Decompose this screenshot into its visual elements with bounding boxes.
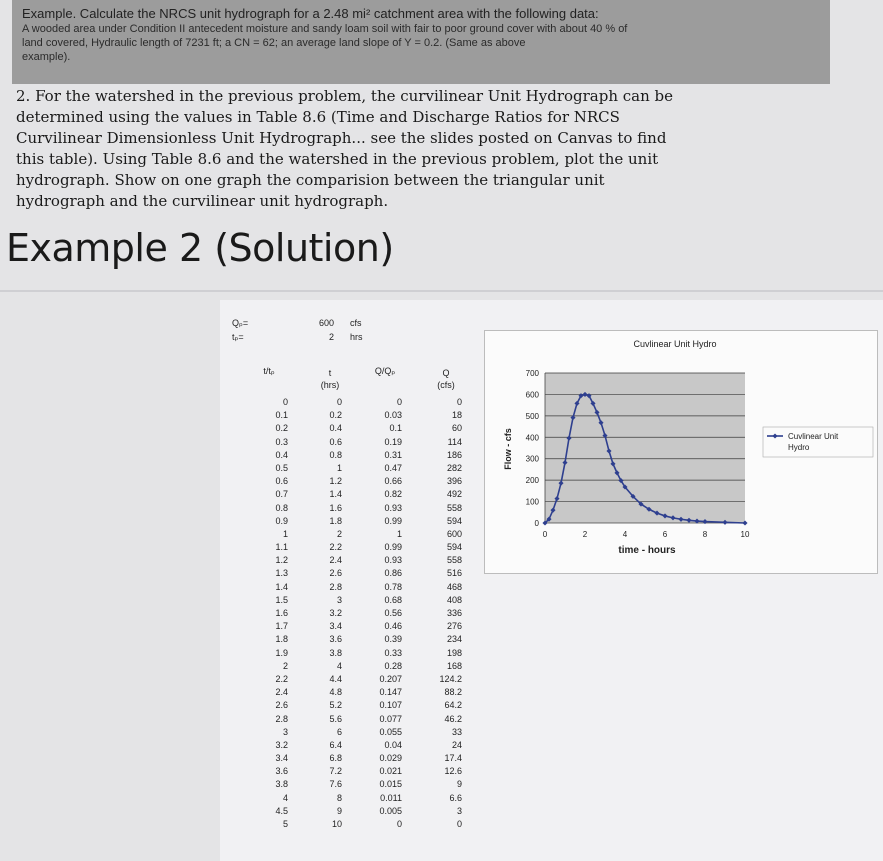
table-cell: 1 (282, 528, 288, 539)
table-cell: 2.4 (329, 555, 342, 566)
header-t: t (328, 368, 332, 378)
y-tick-label: 400 (525, 433, 539, 443)
tp-label: tₚ= (232, 332, 244, 342)
table-cell: 24 (451, 739, 462, 750)
table-cell: 3.4 (275, 753, 288, 764)
table-cell: 468 (446, 581, 462, 592)
table-cell: 3 (336, 594, 342, 605)
table-cell: 0.56 (384, 608, 402, 618)
table-cell: 33 (451, 726, 462, 737)
table-cell: 0 (336, 397, 342, 407)
table-cell: 12.6 (444, 766, 462, 777)
table-cell: 0.005 (379, 805, 402, 816)
table-cell: 0.055 (379, 726, 402, 737)
table-cell: 0.5 (275, 462, 288, 473)
example-line-3: example). (22, 51, 71, 63)
table-cell: 1.9 (275, 647, 288, 658)
chart-title: Cuvlinear Unit Hydro (633, 339, 717, 349)
table-cell: 8 (336, 792, 342, 803)
table-cell: 17.4 (444, 753, 462, 764)
table-cell: 198 (446, 647, 462, 658)
table-cell: 558 (446, 502, 462, 513)
table-cell: 0 (456, 397, 462, 407)
x-tick-label: 4 (622, 530, 628, 539)
x-tick-label: 6 (662, 530, 668, 539)
table-cell: 114 (447, 436, 462, 447)
table-cell: 0.021 (379, 766, 402, 777)
table-cell: 594 (446, 542, 462, 553)
y-tick-label: 600 (525, 390, 539, 400)
table-cell: 558 (446, 555, 462, 566)
table-cell: 88.2 (444, 687, 462, 698)
table-cell: 0.93 (384, 555, 402, 566)
table-cell: 0.8 (275, 502, 288, 513)
table-cell: 3.2 (275, 739, 288, 750)
divider (0, 290, 883, 292)
table-cell: 336 (446, 608, 462, 618)
table-cell: 1.5 (275, 594, 288, 605)
table-cell: 3.2 (329, 608, 342, 618)
table-cell: 4 (282, 792, 288, 803)
table-cell: 5.6 (329, 713, 342, 724)
table-cell: 0.46 (384, 621, 402, 632)
table-cell: 1 (336, 462, 342, 473)
y-tick-label: 100 (525, 497, 539, 507)
column-q (420, 396, 462, 831)
table-cell: 4.8 (329, 687, 342, 698)
table-cell: 3 (456, 805, 462, 816)
question-text (16, 86, 846, 212)
header-q: Q (442, 368, 450, 378)
table-cell: 0.029 (379, 753, 402, 764)
table-cell: 0.4 (329, 423, 342, 434)
table-cell: 0.66 (384, 476, 402, 487)
table-cell: 0.39 (384, 634, 402, 645)
table-cell: 1.6 (275, 608, 288, 618)
table-cell: 0 (282, 397, 288, 407)
table-cell: 1.4 (275, 581, 288, 592)
chart-panel (484, 330, 878, 574)
solution-title: Example 2 (Solution) (6, 226, 394, 270)
table-cell: 6.8 (329, 753, 342, 764)
table-cell: 1.3 (275, 568, 288, 579)
table-cell: 60 (451, 423, 462, 434)
example-box (12, 0, 830, 84)
x-tick-label: 2 (582, 530, 588, 539)
question-line-6: hydrograph and the curvilinear unit hydrograph. (16, 192, 389, 210)
table-cell: 0.28 (384, 660, 402, 671)
table-cell: 2.2 (329, 542, 342, 553)
table-cell: 1.2 (329, 476, 342, 487)
y-tick-label: 0 (534, 519, 539, 528)
table-cell: 408 (446, 594, 462, 605)
table-cell: 168 (446, 660, 462, 671)
x-tick-label: 0 (542, 530, 548, 539)
qp-unit: cfs (350, 318, 362, 328)
table-cell: 594 (446, 515, 462, 526)
table-cell: 3 (282, 726, 288, 737)
table-cell: 0.33 (384, 647, 402, 658)
column-t-tp (244, 396, 288, 831)
table-cell: 0.6 (329, 436, 342, 447)
table-cell: 2 (282, 660, 288, 671)
table-cell: 234 (446, 634, 462, 645)
table-cell: 3.8 (329, 647, 342, 658)
x-tick-label: 10 (740, 530, 750, 539)
table-cell: 0.4 (275, 449, 288, 460)
table-cell: 3.8 (275, 779, 288, 790)
y-axis-label: Flow - cfs (503, 428, 513, 470)
column-t (300, 396, 342, 831)
table-cell: 0.8 (329, 449, 342, 460)
table-cell: 516 (446, 568, 462, 579)
table-cell: 0.2 (329, 410, 342, 421)
legend-label: Cuvlinear Unit (788, 432, 839, 441)
header-q-unit: (cfs) (437, 380, 455, 390)
example-line-2: land covered, Hydraulic length of 7231 ft; a CN = 62; an average land slope of Y = 0.2. (Same as above (22, 37, 526, 49)
x-axis-label: time - hours (618, 545, 676, 556)
table-cell: 1.6 (329, 502, 342, 513)
y-tick-label: 700 (525, 369, 539, 378)
hydrograph-chart (485, 331, 877, 573)
table-cell: 0.9 (275, 515, 288, 526)
table-cell: 124.2 (439, 673, 462, 684)
table-cell: 2 (336, 528, 342, 539)
table-cell: 0.86 (384, 568, 402, 579)
table-cell: 64.2 (444, 700, 462, 711)
table-cell: 6.4 (329, 739, 342, 750)
table-cell: 3.6 (329, 634, 342, 645)
table-cell: 0.011 (380, 792, 402, 803)
question-line-3: Curvilinear Dimensionless Unit Hydrograph... see the slides posted on Canvas to find (16, 129, 667, 147)
table-cell: 2.2 (275, 673, 288, 684)
table-cell: 0.015 (379, 779, 402, 790)
table-cell: 3.6 (275, 766, 288, 777)
table-cell: 0.7 (275, 489, 288, 500)
table-cell: 6 (336, 726, 342, 737)
table-cell: 600 (446, 528, 462, 539)
table-cell: 0.04 (384, 739, 402, 750)
header-q-qp: Q/Qₚ (374, 366, 396, 376)
table-cell: 276 (446, 621, 462, 632)
table-cell: 0 (396, 397, 402, 407)
table-cell: 0.1 (275, 410, 288, 421)
table-cell: 2.4 (275, 687, 288, 698)
table-cell: 0.107 (379, 700, 402, 711)
header-t-tp: t/tₚ (263, 366, 275, 376)
table-cell: 396 (446, 476, 462, 487)
table-cell: 0.3 (275, 436, 288, 447)
question-line-4: this table). Using Table 8.6 and the watershed in the previous problem, plot the unit (16, 150, 659, 168)
question-line-2: determined using the values in Table 8.6 (Time and Discharge Ratios for NRCS (16, 108, 620, 126)
table-cell: 5 (282, 819, 288, 829)
table-cell: 0.82 (384, 489, 402, 500)
table-cell: 1.4 (329, 489, 342, 500)
table-cell: 282 (446, 462, 462, 473)
table-cell: 0.31 (384, 449, 402, 460)
tp-unit: hrs (350, 332, 363, 342)
plot-area (545, 373, 745, 523)
header-t-unit: (hrs) (320, 380, 340, 390)
table-cell: 186 (446, 449, 462, 460)
table-cell: 0 (396, 819, 402, 829)
table-cell: 4.5 (275, 805, 288, 816)
table-cell: 9 (336, 805, 342, 816)
table-cell: 5.2 (329, 700, 342, 711)
table-cell: 0.2 (275, 423, 288, 434)
x-tick-label: 8 (702, 530, 708, 539)
y-tick-label: 200 (525, 476, 539, 486)
table-cell: 18 (451, 410, 462, 421)
table-cell: 0.077 (379, 713, 402, 724)
table-cell: 7.6 (329, 779, 342, 790)
table-cell: 7.2 (329, 766, 342, 777)
table-cell: 0 (456, 819, 462, 829)
y-tick-label: 300 (525, 454, 539, 464)
y-tick-label: 500 (525, 411, 539, 421)
table-cell: 0.03 (384, 410, 402, 421)
table-cell: 6.6 (449, 792, 462, 803)
table-cell: 4 (336, 660, 342, 671)
table-cell: 1.1 (275, 542, 288, 553)
table-cell: 1.8 (329, 515, 342, 526)
table-cell: 0.147 (379, 687, 402, 698)
table-cell: 0.47 (384, 462, 402, 473)
table-cell: 0.68 (384, 594, 402, 605)
table-cell: 1.2 (275, 555, 288, 566)
column-q-qp (362, 396, 402, 831)
table-cell: 3.4 (329, 621, 342, 632)
table-cell: 0.1 (389, 423, 402, 434)
table-cell: 1.8 (275, 634, 288, 645)
table-cell: 2.6 (329, 568, 342, 579)
table-cell: 1.7 (275, 621, 288, 632)
table-cell: 4.4 (329, 673, 342, 684)
table-cell: 0.99 (384, 542, 402, 553)
example-title: Example. Calculate the NRCS unit hydrograph for a 2.48 mi² catchment area with the following data: (22, 6, 599, 21)
table-cell: 2.8 (275, 713, 288, 724)
table-cell: 46.2 (444, 713, 462, 724)
table-cell: 2.8 (329, 581, 342, 592)
legend-label: Hydro (788, 443, 810, 452)
tp-value: 2 (328, 332, 334, 342)
example-line-1: A wooded area under Condition II antecedent moisture and sandy loam soil with fair to poor ground cover with about 40 % of (22, 23, 628, 35)
table-cell: 9 (456, 779, 462, 790)
table-cell: 492 (446, 489, 462, 500)
question-line-1: 2. For the watershed in the previous problem, the curvilinear Unit Hydrograph can be (16, 87, 674, 105)
table-cell: 0.93 (384, 502, 402, 513)
table-cell: 0.6 (275, 476, 288, 487)
table-cell: 0.19 (384, 436, 402, 447)
table-cell: 2.6 (275, 700, 288, 711)
qp-value: 600 (318, 318, 334, 328)
table-cell: 0.207 (379, 673, 402, 684)
table-cell: 1 (396, 528, 402, 539)
qp-label: Qₚ= (232, 318, 249, 328)
table-cell: 10 (331, 819, 342, 829)
table-cell: 0.78 (384, 581, 402, 592)
table-cell: 0.99 (384, 515, 402, 526)
question-line-5: hydrograph. Show on one graph the comparision between the triangular unit (16, 171, 605, 189)
